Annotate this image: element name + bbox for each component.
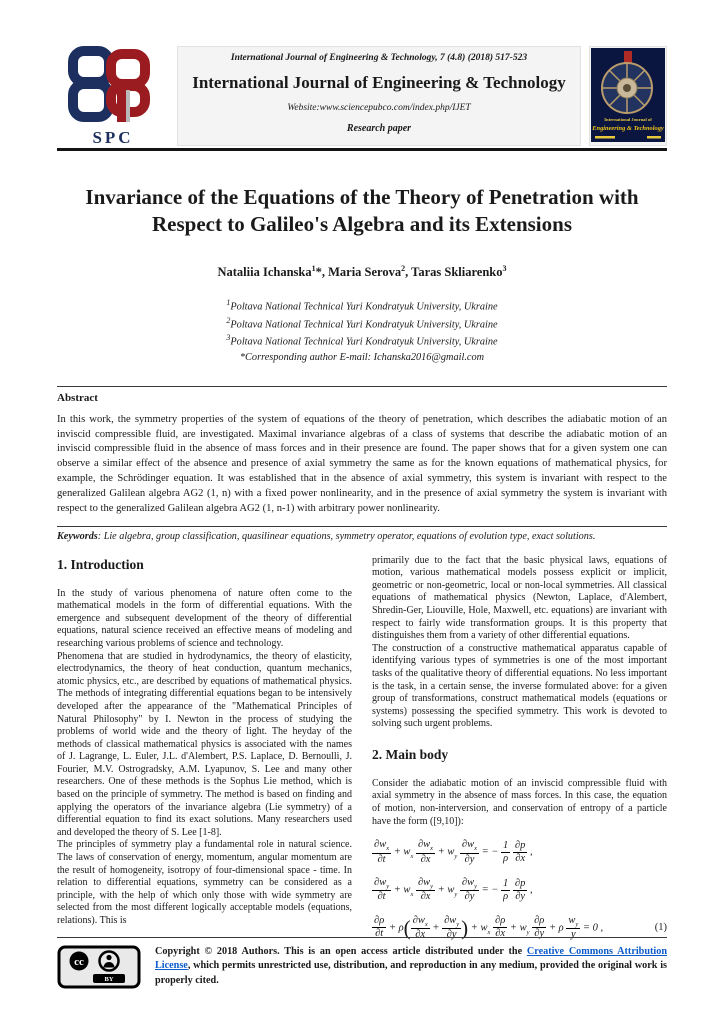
right-column <box>372 555 667 942</box>
journal-cover-image <box>591 48 665 142</box>
equation-number: (1) <box>654 922 667 934</box>
main-body-intro: Consider the adiabatic motion of an inviscid compressible fluid with axial symmetry in the absence of mass forces. In this case, the equation of motion, non-interversion, and conservation of entropy of a particle have the form ([9,10]): <box>372 777 667 827</box>
journal-header <box>57 46 667 146</box>
spc-logo-icon <box>61 46 165 122</box>
publisher-logo <box>57 46 169 146</box>
affiliation-line: $^2$Poltava National Technical Yuri Kondratyuk University, Ukraine <box>226 315 498 331</box>
keywords-label: Keywords <box>57 530 98 542</box>
abstract-section <box>57 386 667 517</box>
equation-1b: $\frac{\partial w_y}{\partial t}$ + $w_x$ $\frac{\partial w_y}{\partial x}$ + $w_y$ $\frac{\partial w_y}{\partial y}$ = − $\frac{1}{\rho}$ $\frac{\partial p}{\partial y}$ , <box>374 876 533 903</box>
body-paragraph: primarily due to the fact that the basic physical laws, equations of motion, various mathematical models possess explicit or implicit, geometric or non-geometric, local or non-local symmetries. All classical equations of mathematical physics (Newton, Laplace, d'Alembert, Shredin-Ger, Liouville, Hole, Maxwell, etc. equations) are invariant with respect to fairly wide transformation groups. It is this property that distinguishes them from a variety of other differential equations. <box>372 554 667 642</box>
affiliations <box>57 297 667 366</box>
copyright-notice <box>155 945 667 988</box>
copyright-text-pre: Copyright © 2018 Authors. This is an open access article distributed under the <box>155 946 527 957</box>
intro-paragraph: The principles of symmetry play a fundamental role in natural science. The laws of conservation of energy, momentum, angular momentum are the result of homogeneity, isotropy of four-dimensional space - time. In relation to differential equations, symmetry can be considered as a principle, with the help of which only those with wide symmetry are selected from the most different logically acceptable models (equations, relations). This is <box>57 839 352 926</box>
article-title-line2: Respect to Galileo's Algebra and its Extensions <box>151 212 572 237</box>
authors-line: Nataliia Ichanska$^1$*, Maria Serova$^2$, Taras Skliarenko$^3$ <box>217 263 507 279</box>
journal-title: International Journal of Engineering & Technology <box>192 73 566 92</box>
equation-1a: $\frac{\partial w_x}{\partial t}$ + $w_x$ $\frac{\partial w_x}{\partial x}$ + $w_y$ $\frac{\partial w_x}{\partial y}$ = − $\frac{1}{\rho}$ $\frac{\partial p}{\partial x}$ , <box>374 839 533 865</box>
body-paragraph: The construction of a constructive mathematical apparatus capable of identifying various types of symmetries is one of the most important tasks of the qualitative theory of differential equations. No less important is the task, in a certain sense, the inverse formulated above: for a given group of transformations, construct mathematical models (equations or systems) possessing the specified symmetry. This work is devoted to solving such urgent problems. <box>372 642 667 730</box>
cc-badge-by-text: BY <box>104 976 114 983</box>
affiliation-line: $^3$Poltava National Technical Yuri Kondratyuk University, Ukraine <box>226 333 498 348</box>
cc-by-badge-icon <box>57 945 141 989</box>
abstract-heading: Abstract <box>57 391 98 404</box>
keywords-line <box>57 526 667 542</box>
section-heading-main-body: 2. Main body <box>372 746 449 762</box>
affiliation-line: $^1$Poltava National Technical Yuri Kondratyuk University, Ukraine <box>226 297 498 313</box>
abstract-text: In this work, the symmetry properties of the system of equations of the theory of penetration, which describes the adiabatic motion of an inviscid compressible fluid, are investigated. Maximal invariance algebras of a class of systems that describe the adiabatic motion of an inviscid compressible fluid in the absence of mass forces and in their presence are found. The paper shows that for a given system one can observe a similar effect of the absence and presence of axial symmetry the same as for the known equations of mathematical physics, for example, the Schrödinger equation. It was established that in the absence of axial symmetry, this system is invariant with respect to the generalized Galilean algebra AG2 (1, n) with a fixed power nonlinearity, and in the presence of axial symmetry the system is invariant with respect to the generalized Galilean algebra AG2 (1, n-1) with arbitrary power nonlinearity. <box>57 413 667 514</box>
article-title-line1: Invariance of the Equations of the Theory of Penetration with <box>85 185 639 209</box>
corresponding-author-email: *Corresponding author E-mail: Ichanska2016@gmail.com <box>239 352 485 364</box>
body-columns <box>57 555 667 942</box>
equation-1c: $\frac{\partial\rho}{\partial t}$ + ρ( $\frac{\partial w_x}{\partial x}$ + $\frac{\partial w_y}{\partial y}$ ) + $w_x$ $\frac{\partial\rho}{\partial x}$ + $w_y$ $\frac{\partial\rho}{\partial y}$ + ρ $\frac{w_y}{y}$ = 0 , <box>374 914 604 941</box>
article-title <box>57 184 667 239</box>
journal-citation: International Journal of Engineering & Technology, 7 (4.8) (2018) 517-523 <box>230 53 528 63</box>
cc-badge-cc-text: cc <box>74 956 84 968</box>
keywords-text: : Lie algebra, group classification, quasilinear equations, symmetry operator, equations of evolution type, exact solutions. <box>97 530 596 542</box>
journal-cover <box>589 46 667 146</box>
publisher-logo-text: SPC <box>92 128 134 147</box>
left-column <box>57 555 352 942</box>
header-divider <box>57 148 667 151</box>
journal-website: Website:www.sciencepubco.com/index.php/IJET <box>287 103 471 113</box>
license-footer <box>57 937 667 989</box>
journal-info-panel <box>177 46 581 146</box>
cover-title: Engineering & Technology <box>592 125 664 132</box>
section-heading-introduction: 1. Introduction <box>57 556 144 572</box>
intro-paragraph: In the study of various phenomena of nature often come to the mathematical models in the form of differential equations. With the emergence and subsequent development of the theory of differential equations, natural science received an effective means of modeling and researching various problems of science and technology. <box>57 587 352 649</box>
intro-paragraph: Phenomena that are studied in hydrodynamics, the theory of elasticity, electrodynamics, the theory of heat conduction, quantum mechanics, atomic physics, etc., are described by equations of mathematical physics. The methods of integrating differential equations began to be intensively developed after the appearance of the "Mathematical Principles of Natural Philosophy" by I. Newton in the process of studying the problems of world wide and the theory of light. The heyday of the methods of classical mathematical physics is associated with the names of J. Lagrange, L. Euler, J.L. d'Alembert, P.S. Laplace, D. Bernoulli, J. Fourier, M.V. Ostrogradsky, A.M. Lyapunov, S. Lee and many other researchers. One of these methods is the Sophus Lie method, which is based on the principle of symmetry. The method is based on finding and applying the operators of the invariance algebra (Lie symmetry) of a differential equation to find its exact solutions. Many researchers used and developed the theory of S. Lee [1-8]. <box>57 650 352 838</box>
creative-commons-license-link[interactable]: Creative Commons Attribution License <box>155 946 667 972</box>
copyright-text-post: , which permits unrestricted use, distribution, and reproduction in any medium, provided the original work is properly cited. <box>155 960 667 986</box>
paper-type-label: Research paper <box>346 123 412 134</box>
equation-row <box>372 904 667 942</box>
cover-subtitle: International Journal of <box>604 117 652 122</box>
